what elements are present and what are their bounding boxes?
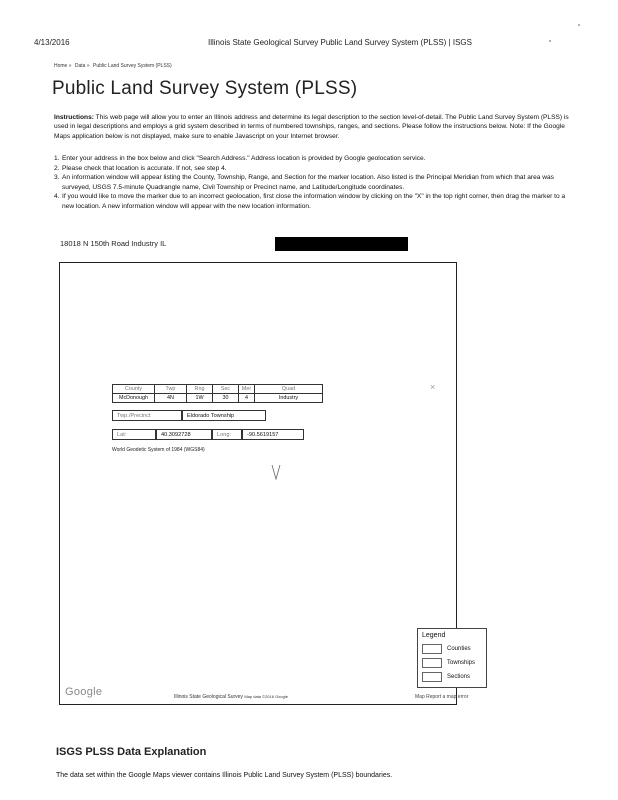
print-date: 4/13/2016 <box>34 38 70 47</box>
map-viewer[interactable] <box>59 262 476 705</box>
step-item <box>54 164 570 174</box>
legend-title: Legend <box>422 632 446 639</box>
datum-note: World Geodetic System of 1984 (WGS84) <box>112 447 205 453</box>
instructions-text: This web page will allow you to enter an Illinois address and determine its legal description to the section level-of-detail. The Public Land Survey System (PLSS) is used in legal descriptions and employs a grid system described in terms of numbered townships, ranges, and sections. Please follow the instructions below. Note: If the Google Maps application below is not displayed, make sure to enable Javascript on your Internet browser. <box>54 114 569 140</box>
long-label: Long: <box>212 429 242 440</box>
address-input[interactable]: 18018 N 150th Road Industry IL <box>60 239 167 248</box>
step-item <box>54 173 570 192</box>
breadcrumb-home[interactable]: Home <box>54 63 68 69</box>
legend-label: Townships <box>447 660 476 666</box>
step-number: 3. <box>54 174 60 182</box>
breadcrumb-separator: » <box>86 63 90 69</box>
step-text: Enter your address in the box below and click "Search Address." Address location is provided by Google geolocation service. <box>62 155 426 162</box>
page-title: Public Land Survey System (PLSS) <box>52 78 358 99</box>
precinct-label: Twp./Precinct <box>112 410 182 421</box>
google-logo: Google <box>65 686 103 698</box>
map-legend <box>417 628 487 688</box>
instructions-paragraph <box>54 113 570 141</box>
value-county: McDonough <box>113 394 155 403</box>
step-number: 1. <box>54 155 60 162</box>
legend-item-sections <box>422 670 482 684</box>
precinct-value: Eldorado Township <box>182 410 266 421</box>
header-rng: Rng <box>187 385 213 394</box>
precinct-row <box>112 410 266 421</box>
breadcrumb-current: Public Land Survey System (PLSS) <box>93 63 172 69</box>
section-text: The data set within the Google Maps viewer contains Illinois Public Land Survey System (PLSS) boundaries. <box>56 772 393 779</box>
step-number: 2. <box>54 164 60 172</box>
step-item <box>54 154 570 164</box>
lat-value: 40.3092728 <box>156 429 212 440</box>
section-heading: ISGS PLSS Data Explanation <box>56 746 207 758</box>
legend-item-counties <box>422 642 482 656</box>
step-text: An information window will appear listing the County, Township, Range, and Section for the marker location. Also listed is the Principal Meridian from which that area was surveyed, USGS 7.5-minute Quadrangle name, Civil Township or Precinct name, and Latitude/Longitude coordinates. <box>62 174 554 191</box>
breadcrumb-data[interactable]: Data <box>74 63 86 69</box>
latlong-row <box>112 429 304 440</box>
credit-text: Illinois State Geological Survey <box>174 694 243 700</box>
step-number: 4. <box>54 193 60 201</box>
value-rng: 1W <box>187 394 213 403</box>
value-quad: Industry <box>255 394 323 403</box>
info-window-table <box>112 384 323 403</box>
value-mer: 4 <box>239 394 255 403</box>
scan-speck <box>578 24 580 26</box>
long-value: -90.5619157 <box>242 429 304 440</box>
header-twp: Twp <box>155 385 187 394</box>
step-item <box>54 192 570 211</box>
sections-swatch <box>422 672 442 682</box>
breadcrumb <box>54 63 174 69</box>
header-mer: Mer <box>239 385 255 394</box>
redacted-search-button[interactable] <box>275 237 408 251</box>
report-map-error-link[interactable]: Map Report a map error <box>415 694 469 700</box>
value-sec: 30 <box>213 394 239 403</box>
map-credit <box>174 694 288 700</box>
value-twp: 4N <box>155 394 187 403</box>
step-text: If you would like to move the marker due to an incorrect geolocation, first close the information window by clicking on the "X" in the top right corner, then drag the marker to a new location. A new information window will appear with the new location information. <box>62 193 566 210</box>
header-county: County <box>113 385 155 394</box>
instructions-label: Instructions: <box>54 114 94 121</box>
map-marker-icon[interactable] <box>271 463 281 481</box>
header-sec: Sec <box>213 385 239 394</box>
info-value-row <box>113 394 323 403</box>
townships-swatch <box>422 658 442 668</box>
info-header-row <box>113 385 323 394</box>
lat-label: Lat: <box>112 429 156 440</box>
steps-list <box>54 154 570 212</box>
credit-small: Map data ©2016 Google <box>244 694 288 699</box>
counties-swatch <box>422 644 442 654</box>
step-text: Please check that location is accurate. If not, see step 4. <box>62 164 227 172</box>
header-quad: Quad <box>255 385 323 394</box>
legend-label: Sections <box>447 674 471 680</box>
legend-item-townships <box>422 656 482 670</box>
scan-speck <box>549 40 551 42</box>
legend-label: Counties <box>447 646 471 652</box>
breadcrumb-separator: » <box>68 63 72 69</box>
close-icon[interactable]: × <box>430 382 436 392</box>
print-title: Illinois State Geological Survey Public Land Survey System (PLSS) | ISGS <box>208 38 472 47</box>
